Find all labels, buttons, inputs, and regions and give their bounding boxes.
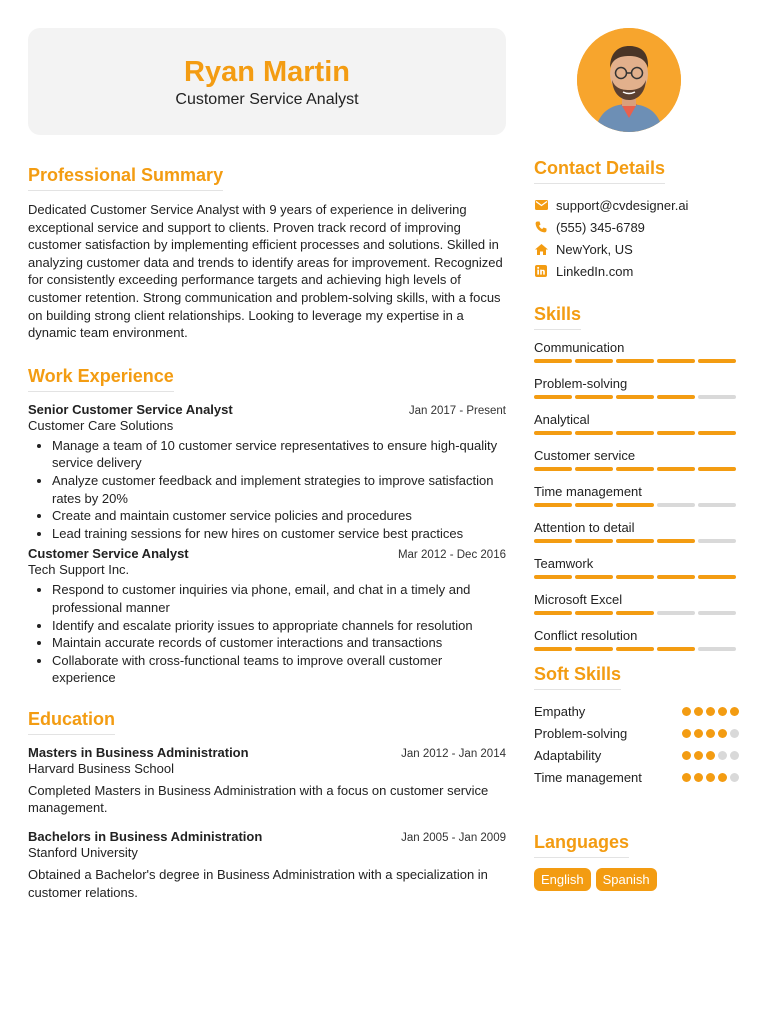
skill-item [534, 520, 739, 543]
home-icon [534, 242, 548, 256]
skill-level-segment [534, 503, 572, 507]
soft-skill-item [534, 700, 739, 722]
skill-level-segment [657, 575, 695, 579]
skill-level-segment [616, 575, 654, 579]
contact-phone [534, 216, 739, 238]
contact-linkedin-text: LinkedIn.com [556, 263, 634, 279]
skill-level-segment [698, 575, 736, 579]
skill-level-segment [657, 611, 695, 615]
skill-level-segment [575, 395, 613, 399]
rating-dot [718, 773, 727, 782]
education-description: Obtained a Bachelor's degree in Business Administration with a specialization in customer relations. [28, 867, 488, 900]
skill-level-bar [534, 395, 739, 399]
skill-level-segment [575, 611, 613, 615]
experience-title: Work Experience [28, 366, 174, 392]
soft-skill-name: Problem-solving [534, 725, 628, 741]
summary-title: Professional Summary [28, 165, 223, 191]
profile-photo [577, 28, 681, 132]
languages-list [534, 868, 739, 891]
skills-list [534, 340, 739, 651]
soft-skill-rating [682, 751, 739, 760]
skill-name: Communication [534, 340, 625, 355]
school-name: Harvard Business School [28, 760, 174, 776]
rating-dot [682, 707, 691, 716]
skill-level-segment [616, 647, 654, 651]
education-description: Completed Masters in Business Administration with a focus on customer service management. [28, 782, 489, 816]
skill-level-segment [657, 395, 695, 399]
language-badge: Spanish [596, 868, 657, 891]
job-entry [28, 402, 506, 543]
skill-level-segment [616, 359, 654, 363]
skill-level-segment [575, 431, 613, 435]
candidate-name: Ryan Martin [184, 55, 350, 88]
rating-dot [706, 773, 715, 782]
soft-skill-item [534, 722, 739, 744]
education-entry [28, 829, 506, 901]
skill-level-segment [575, 647, 613, 651]
job-bullet: • Identify and escalate priority issues to appropriate channels for resolution [52, 617, 506, 635]
skill-level-segment [657, 539, 695, 543]
languages-title: Languages [534, 832, 629, 858]
linkedin-icon [534, 264, 548, 278]
contact-location [534, 238, 739, 260]
skill-level-segment [698, 359, 736, 363]
skill-name: Problem-solving [534, 376, 628, 391]
soft-skill-name: Time management [534, 769, 642, 785]
skill-level-segment [575, 539, 613, 543]
skill-level-segment [698, 467, 736, 471]
job-entry [28, 546, 506, 687]
soft-skill-rating [682, 773, 739, 782]
soft-skills-section [534, 664, 739, 788]
skill-level-segment [616, 611, 654, 615]
candidate-role: Customer Service Analyst [175, 90, 359, 108]
skill-level-bar [534, 611, 739, 615]
summary-section [28, 165, 506, 342]
rating-dot [706, 751, 715, 760]
skill-item [534, 376, 739, 399]
skill-level-segment [534, 431, 572, 435]
soft-skill-item [534, 744, 739, 766]
phone-icon [534, 220, 548, 234]
soft-skill-name: Adaptability [534, 747, 602, 763]
rating-dot [730, 751, 739, 760]
rating-dot [718, 729, 727, 738]
skill-level-segment [657, 359, 695, 363]
skill-item [534, 448, 739, 471]
language-badge: English [534, 868, 591, 891]
job-bullet: • Analyze customer feedback and implement strategies to improve satisfaction rates by 20% [52, 472, 506, 507]
skill-level-segment [657, 431, 695, 435]
job-bullet: • Lead training sessions for new hires on customer service best practices [52, 525, 506, 543]
rating-dot [730, 707, 739, 716]
experience-section [28, 366, 506, 687]
education-date: Jan 2012 - Jan 2014 [401, 747, 506, 760]
skill-level-segment [575, 359, 613, 363]
job-company: Tech Support Inc. [28, 562, 130, 578]
rating-dot [694, 729, 703, 738]
skill-level-bar [534, 575, 739, 579]
skill-name: Conflict resolution [534, 628, 638, 643]
soft-skill-item [534, 766, 739, 788]
contact-linkedin[interactable] [534, 260, 739, 282]
skill-level-segment [534, 575, 572, 579]
skill-item [534, 484, 739, 507]
degree-title: Bachelors in Business Administration [28, 829, 263, 845]
job-bullets [28, 437, 506, 543]
skill-level-segment [698, 395, 736, 399]
languages-section [534, 832, 739, 891]
skill-level-segment [698, 647, 736, 651]
job-bullet: • Respond to customer inquiries via phone, email, and chat in a timely and professional manner [52, 581, 506, 616]
skill-name: Time management [534, 484, 642, 499]
job-title: Customer Service Analyst [28, 546, 189, 562]
soft-skill-rating [682, 729, 739, 738]
skill-level-segment [698, 539, 736, 543]
skill-level-segment [698, 431, 736, 435]
skill-level-segment [616, 395, 654, 399]
rating-dot [706, 729, 715, 738]
skill-level-segment [534, 647, 572, 651]
skill-level-segment [657, 647, 695, 651]
resume-header [28, 28, 506, 135]
rating-dot [718, 751, 727, 760]
skill-level-bar [534, 467, 739, 471]
skill-level-segment [534, 359, 572, 363]
skill-item [534, 592, 739, 615]
skills-title: Skills [534, 304, 581, 330]
skill-level-segment [575, 467, 613, 471]
job-bullets [28, 581, 506, 687]
skill-level-bar [534, 431, 739, 435]
rating-dot [694, 707, 703, 716]
school-name: Stanford University [28, 845, 138, 861]
skill-level-segment [616, 467, 654, 471]
main-column [28, 28, 506, 901]
skill-level-segment [616, 431, 654, 435]
skill-level-segment [616, 539, 654, 543]
skill-level-bar [534, 503, 739, 507]
contact-location-text: NewYork, US [556, 241, 633, 257]
rating-dot [682, 773, 691, 782]
contact-email-text: support@cvdesigner.ai [556, 197, 689, 213]
rating-dot [682, 751, 691, 760]
skill-name: Teamwork [534, 556, 594, 571]
soft-skills-list [534, 700, 739, 788]
job-bullet: • Collaborate with cross-functional teams to improve overall customer experience [52, 652, 506, 687]
skill-level-bar [534, 539, 739, 543]
skill-level-segment [616, 503, 654, 507]
envelope-icon [534, 198, 548, 212]
rating-dot [682, 729, 691, 738]
skills-section [534, 304, 739, 651]
skill-level-segment [534, 395, 572, 399]
skill-level-segment [575, 575, 613, 579]
education-date: Jan 2005 - Jan 2009 [401, 832, 506, 845]
education-title: Education [28, 709, 115, 735]
skill-level-segment [657, 503, 695, 507]
job-date: Mar 2012 - Dec 2016 [397, 549, 506, 562]
skill-name: Microsoft Excel [534, 592, 623, 607]
contact-section [534, 158, 739, 282]
job-bullet: • Maintain accurate records of customer interactions and transactions [52, 634, 506, 652]
job-bullet: • Manage a team of 10 customer service representatives to ensure high-quality service delivery [52, 437, 506, 472]
skill-level-segment [534, 467, 572, 471]
rating-dot [730, 729, 739, 738]
rating-dot [718, 707, 727, 716]
rating-dot [706, 707, 715, 716]
contact-email [534, 194, 739, 216]
skill-item [534, 412, 739, 435]
sidebar-column [534, 28, 739, 891]
soft-skill-name: Empathy [534, 703, 586, 719]
avatar-icon [577, 28, 681, 132]
skill-level-segment [698, 503, 736, 507]
skill-level-segment [534, 539, 572, 543]
skill-level-bar [534, 359, 739, 363]
soft-skills-title: Soft Skills [534, 664, 621, 690]
contact-phone-text: (555) 345-6789 [556, 219, 645, 235]
skill-level-segment [698, 611, 736, 615]
soft-skill-rating [682, 707, 739, 716]
skill-level-bar [534, 647, 739, 651]
job-title: Senior Customer Service Analyst [28, 401, 233, 417]
job-date: Jan 2017 - Present [408, 404, 506, 417]
skill-level-segment [534, 611, 572, 615]
job-company: Customer Care Solutions [28, 417, 174, 433]
skill-item [534, 628, 739, 651]
skill-item [534, 556, 739, 579]
rating-dot [694, 773, 703, 782]
skill-name: Analytical [534, 412, 590, 427]
skill-level-segment [657, 467, 695, 471]
skill-level-segment [575, 503, 613, 507]
summary-text: Dedicated Customer Service Analyst with 9 years of experience in delivering exceptional service and support to clients. Proven track record of improving customer satisfaction by implementing efficient processes and solutions. Skilled in analyzing customer data and trends to identify areas for improvement. Recognized for consistently exceeding performance targets and achieving high levels of customer retention. Strong communication and problem-solving skills, with a focus on building strong client relationships. Looking to leverage my expertise in a dynamic team environment. [28, 202, 503, 341]
job-bullet: • Create and maintain customer service policies and procedures [52, 507, 506, 525]
contact-title: Contact Details [534, 158, 665, 184]
education-entry [28, 745, 506, 817]
rating-dot [694, 751, 703, 760]
education-section [28, 709, 506, 901]
skill-item [534, 340, 739, 363]
degree-title: Masters in Business Administration [28, 744, 249, 760]
skill-name: Attention to detail [534, 520, 635, 535]
rating-dot [730, 773, 739, 782]
skill-name: Customer service [534, 448, 636, 463]
